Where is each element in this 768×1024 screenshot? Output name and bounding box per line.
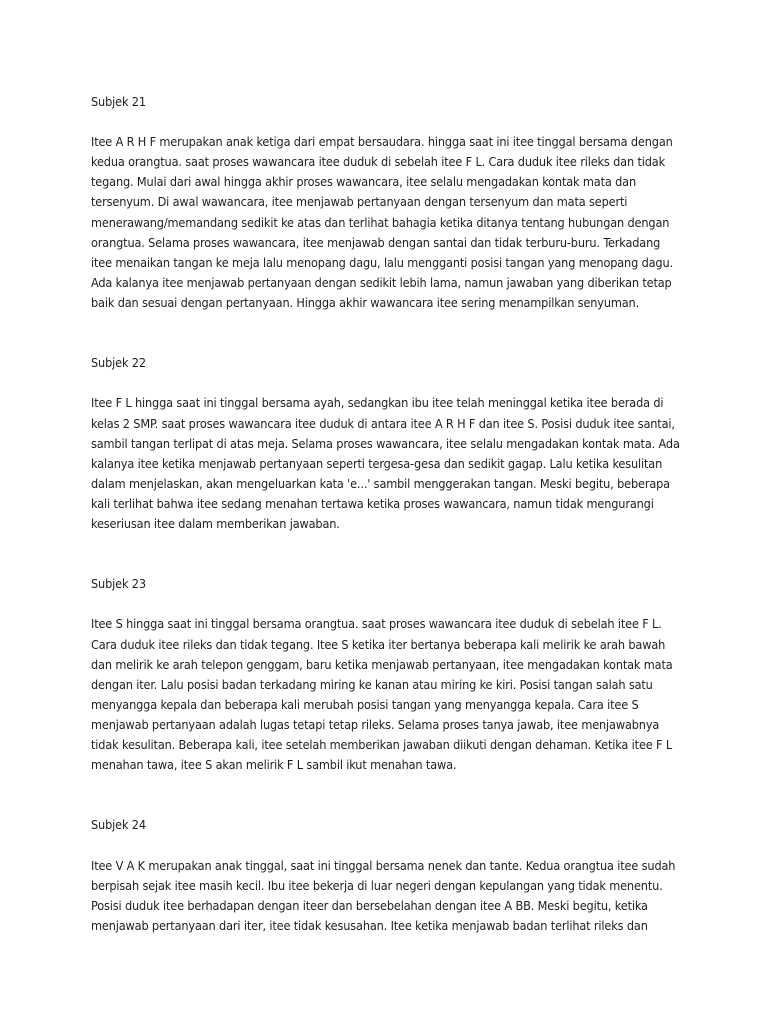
section-paragraph: Itee S hingga saat ini tinggal bersama orangtua. saat proses wawancara itee duduk di sebelah itee F L. Cara duduk itee rileks dan tidak tegang. Itee S ketika iter bertanya beberapa kali melirik ke arah bawah dan melirik ke arah telepon genggam, baru ketika menjawab pertanyaan, itee mengadakan kontak mata dengan iter. Lalu posisi badan terkadang miring ke kanan atau miring ke kiri. Posisi tangan salah satu menyangga kepala dan beberapa kali merubah posisi tangan yang menyangga kepala. Cara itee S menjawab pertanyaan adalah lugas tetapi tetap rileks. Selama proses tanya jawab, itee menjawabnya tidak kesulitan. Beberapa kali, itee setelah memberikan jawaban diikuti dengan dehaman. Ketika itee F L menahan tawa, itee S akan melirik F L sambil ikut menahan tawa. <box>91 616 673 773</box>
section-spacer <box>91 534 681 574</box>
section-heading: Subjek 21 <box>91 94 146 109</box>
section-subjek-21 <box>91 92 681 313</box>
section-paragraph: Itee F L hingga saat ini tinggal bersama ayah, sedangkan ibu itee telah meninggal ketika itee berada di kelas 2 SMP. saat proses wawancara itee duduk di antara itee A R H F dan itee S. Posisi duduk itee santai, sambil tangan terlipat di atas meja. Selama proses wawancara, itee selalu mengadakan kontak mata. Ada kalanya itee ketika menjawab pertanyaan seperti tergesa-gesa dan sedikit gagap. Lalu ketika kesulitan dalam menjelaskan, akan mengeluarkan kata 'e...' sambil menggerakan tangan. Meski begitu, beberapa kali terlihat bahwa itee sedang menahan tertawa ketika proses wawancara, namun tidak mengurangi keseriusan itee dalam memberikan jawaban. <box>91 395 680 531</box>
section-subjek-23 <box>91 574 681 775</box>
document-body <box>91 92 681 936</box>
section-spacer <box>91 313 681 353</box>
section-heading: Subjek 24 <box>91 817 146 833</box>
section-paragraph: Itee A R H F merupakan anak ketiga dari empat bersaudara. hingga saat ini itee tinggal bersama dengan kedua orangtua. saat proses wawancara itee duduk di sebelah itee F L. Cara duduk itee rileks dan tidak tegang. Mulai dari awal hingga akhir proses wawancara, itee selalu mengadakan kontak mata dan tersenyum. Di awal wawancara, itee menjawab pertanyaan dengan tersenyum dan mata seperti menerawang/memandang sedikit ke atas dan terlihat bahagia ketika ditanya tentang hubungan dengan orangtua. Selama proses wawancara, itee menjawab dengan santai dan tidak terburu-buru. Terkadang itee menaikan tangan ke meja lalu menopang dagu, lalu mengganti posisi tangan yang menopang dagu. Ada kalanya itee menjawab pertanyaan dengan sedikit lebih lama, namun jawaban yang diberikan tetap baik dan sesuai dengan pertanyaan. Hingga akhir wawancara itee sering menampilkan senyuman. <box>91 134 673 310</box>
section-paragraph: Itee V A K merupakan anak tinggal, saat ini tinggal bersama nenek dan tante. Kedua orangtua itee sudah berpisah sejak itee masih kecil. Ibu itee bekerja di luar negeri dengan kepulangan yang tidak menentu. Posisi duduk itee berhadapan dengan iteer dan bersebelahan dengan itee A BB. Meski begitu, ketika menjawab pertanyaan dari iter, itee tidak kesusahan. Itee ketika menjawab badan terlihat rileks dan <box>91 857 676 933</box>
section-subjek-24 <box>91 815 681 936</box>
section-heading: Subjek 22 <box>91 355 146 371</box>
section-spacer <box>91 775 681 815</box>
section-subjek-22 <box>91 353 681 534</box>
section-heading: Subjek 23 <box>91 576 146 592</box>
